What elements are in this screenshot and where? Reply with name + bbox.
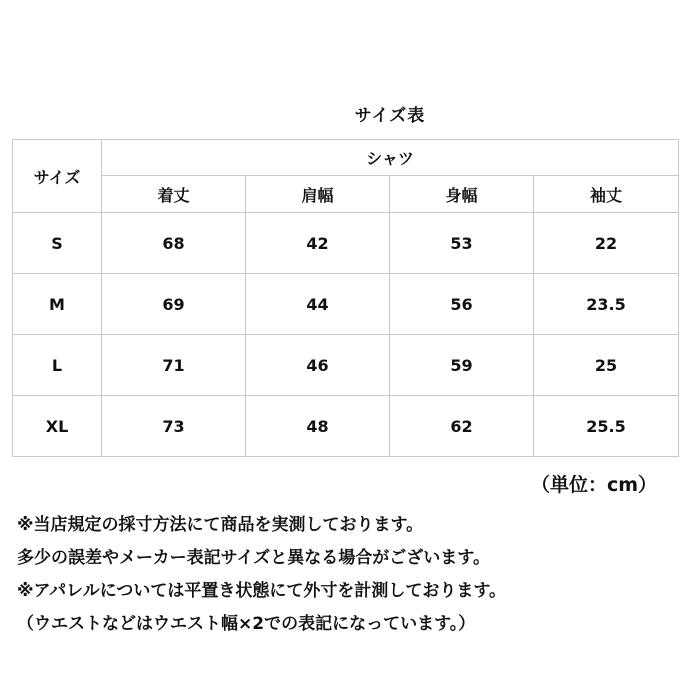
table-row — [13, 274, 679, 335]
table-cell: 62 — [390, 396, 534, 457]
note-line: ※アパレルについては平置き状態にて外寸を計測しております。 — [17, 581, 507, 601]
size-label: S — [13, 213, 102, 274]
note-line: ※当店規定の採寸方法にて商品を実測しております。 — [17, 515, 424, 535]
size-header-cell: サイズ — [13, 140, 102, 213]
size-label: L — [13, 335, 102, 396]
unit-label: （単位：cm） — [530, 474, 657, 496]
table-header-row — [13, 140, 679, 176]
note-line: 多少の誤差やメーカー表記サイズと異なる場合がございます。 — [17, 548, 490, 568]
column-header-chest: 身幅 — [390, 176, 534, 213]
table-cell: 73 — [102, 396, 246, 457]
table-cell: 53 — [390, 213, 534, 274]
table-cell: 59 — [390, 335, 534, 396]
table-cell: 68 — [102, 213, 246, 274]
size-label: XL — [13, 396, 102, 457]
table-cell: 23.5 — [534, 274, 679, 335]
column-header-length: 着丈 — [102, 176, 246, 213]
table-cell: 56 — [390, 274, 534, 335]
table-cell: 46 — [246, 335, 390, 396]
size-label: M — [13, 274, 102, 335]
table-cell: 25.5 — [534, 396, 679, 457]
note-line: （ウエストなどはウエスト幅×2での表記になっています。） — [17, 614, 476, 634]
shirt-group-header: シャツ — [102, 140, 679, 176]
table-row — [13, 213, 679, 274]
table-row — [13, 335, 679, 396]
table-cell: 69 — [102, 274, 246, 335]
table-row — [13, 396, 679, 457]
table-cell: 48 — [246, 396, 390, 457]
table-subheader-row — [13, 176, 679, 213]
column-header-shoulder: 肩幅 — [246, 176, 390, 213]
column-header-sleeve: 袖丈 — [534, 176, 679, 213]
notes — [17, 510, 687, 642]
table-cell: 42 — [246, 213, 390, 274]
table-cell: 22 — [534, 213, 679, 274]
page-title: サイズ表 — [354, 106, 426, 126]
table-cell: 44 — [246, 274, 390, 335]
size-table — [12, 139, 679, 457]
table-cell: 71 — [102, 335, 246, 396]
table-cell: 25 — [534, 335, 679, 396]
